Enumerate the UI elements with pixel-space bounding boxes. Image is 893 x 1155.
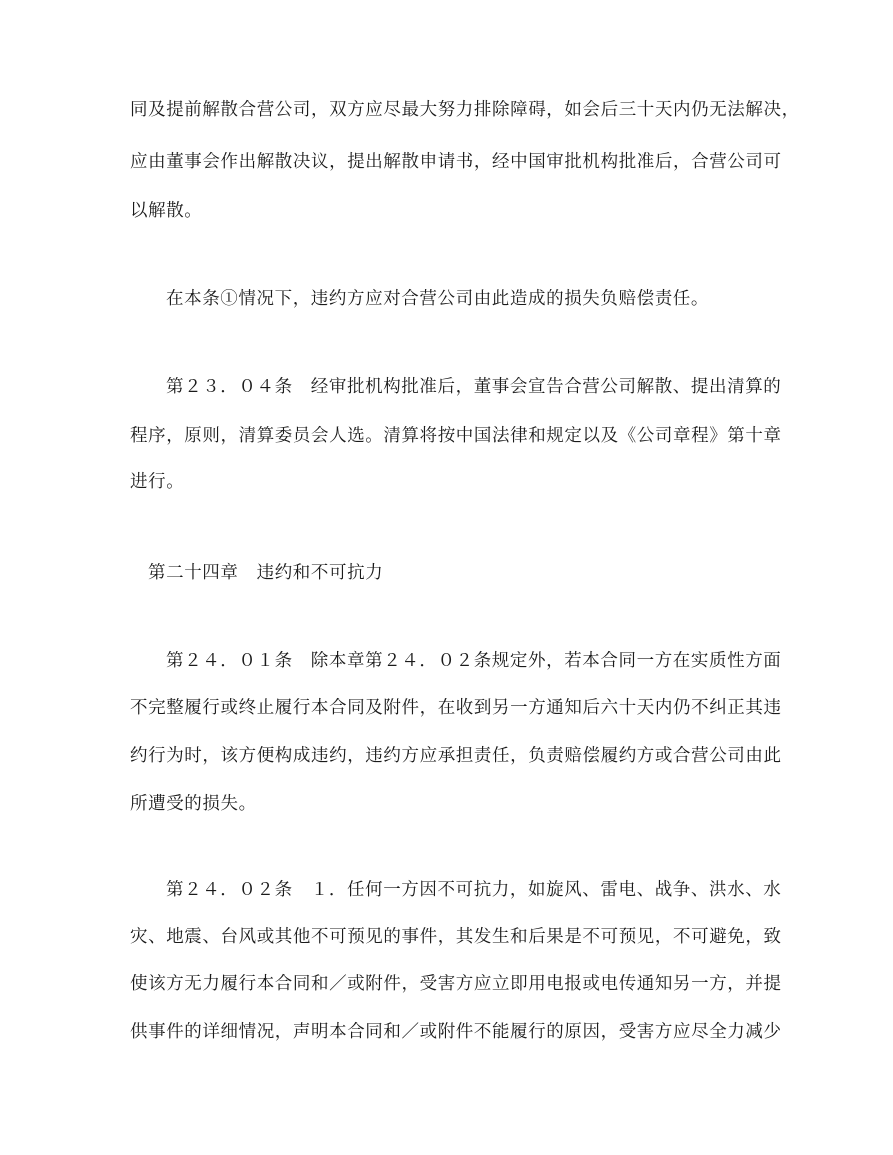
paragraph-line: 以解散。 [130, 201, 203, 221]
chapter-heading: 第二十四章 违约和不可抗力 [148, 563, 384, 583]
article-line: 所遭受的损失。 [130, 794, 257, 814]
article-line: 第２４．０２条 １．任何一方因不可抗力，如旋风、雷电、战争、洪水、水 [166, 880, 782, 900]
paragraph-line: 在本条①情况下，违约方应对合营公司由此造成的损失负赔偿责任。 [166, 289, 709, 309]
article-line: 程序，原则，清算委员会人选。清算将按中国法律和规定以及《公司章程》第十章 [130, 426, 782, 446]
article-line: 使该方无力履行本合同和／或附件，受害方应立即用电报或电传通知另一方，并提 [130, 974, 782, 994]
paragraph-line: 应由董事会作出解散决议，提出解散申请书，经中国审批机构批准后，合营公司可 [130, 152, 782, 172]
article-line: 不完整履行或终止履行本合同及附件，在收到另一方通知后六十天内仍不纠正其违 [130, 698, 782, 718]
article-line: 约行为时，该方便构成违约，违约方应承担责任，负责赔偿履约方或合营公司由此 [130, 746, 782, 766]
article-line: 第２３．０４条 经审批机构批准后，董事会宣告合营公司解散、提出清算的 [166, 377, 782, 397]
article-line: 灾、地震、台风或其他不可预见的事件，其发生和后果是不可预见，不可避免，致 [130, 927, 782, 947]
article-line: 供事件的详细情况，声明本合同和／或附件不能履行的原因，受害方应尽全力减少 [130, 1022, 782, 1042]
article-line: 进行。 [130, 472, 185, 492]
article-line: 第２４．０１条 除本章第２４．０２条规定外，若本合同一方在实质性方面 [166, 651, 782, 671]
paragraph-line: 同及提前解散合营公司，双方应尽最大努力排除障碍，如会后三十天内仍无法解决， [130, 100, 800, 120]
